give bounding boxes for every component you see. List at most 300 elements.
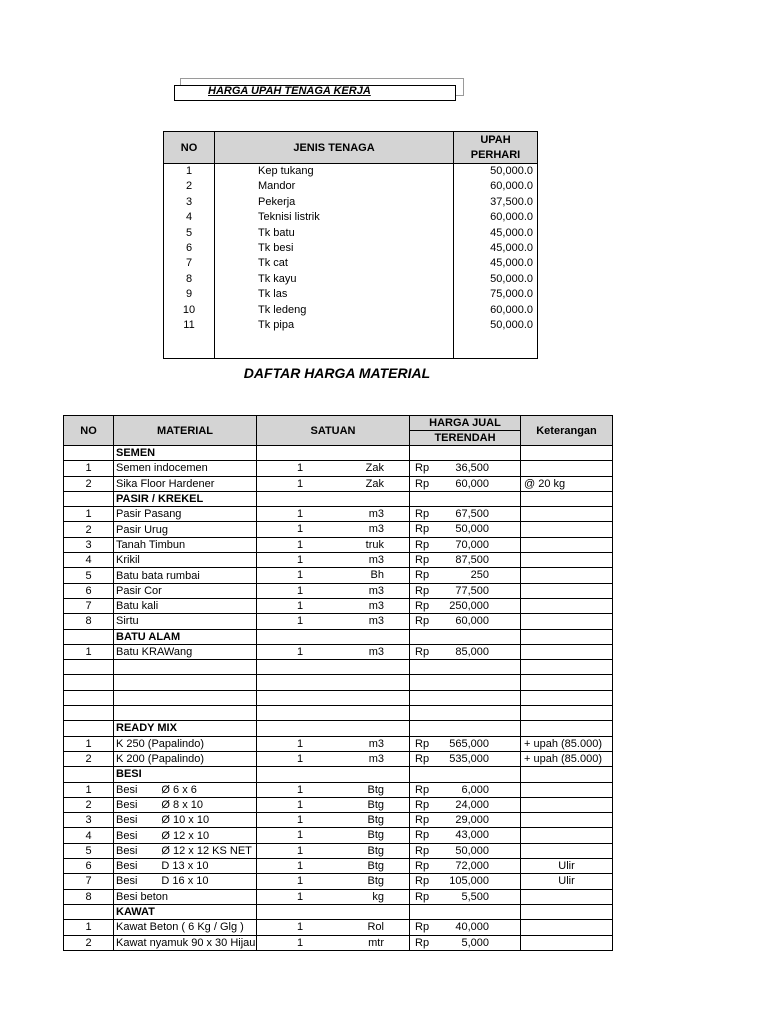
section-cell	[410, 446, 521, 461]
keterangan	[521, 920, 613, 935]
material-no: 8	[64, 614, 114, 629]
harga-value: 105,000	[449, 875, 489, 888]
material-name-cell	[114, 843, 257, 858]
harga-currency: Rp	[415, 599, 430, 612]
section-cell	[521, 721, 613, 736]
section-cell	[410, 491, 521, 506]
upah-no: 10	[164, 303, 215, 318]
material-name: Batu KRAWang	[116, 646, 193, 658]
section-no-cell	[64, 721, 114, 736]
upah-value: 45,000.0	[454, 226, 538, 241]
satuan-unit: Rol	[367, 921, 384, 934]
section-cell	[257, 629, 410, 644]
material-name-cell	[114, 920, 257, 935]
section-row	[64, 629, 613, 644]
material-row	[64, 568, 613, 583]
satuan-cell	[257, 461, 410, 476]
satuan-cell	[257, 537, 410, 552]
harga-cell	[410, 859, 521, 874]
keterangan: + upah (85.000)	[521, 751, 613, 766]
upah-value: 60,000.0	[454, 210, 538, 225]
material-name: Krikil	[116, 554, 140, 567]
material-no: 2	[64, 797, 114, 812]
upah-no: 7	[164, 256, 215, 271]
empty-row	[64, 660, 613, 675]
satuan-unit: m3	[368, 523, 384, 536]
material-name: Besi beton	[116, 890, 168, 903]
harga-value: 535,000	[449, 752, 489, 765]
material-no: 2	[64, 751, 114, 766]
satuan-qty: 1	[297, 569, 304, 582]
keterangan	[521, 461, 613, 476]
upah-row	[164, 210, 538, 225]
material-row	[64, 553, 613, 568]
satuan-qty: 1	[297, 615, 304, 628]
material-name: Kawat Beton ( 6 Kg / Glg )	[116, 921, 244, 934]
upah-row	[164, 179, 538, 194]
empty-cell	[521, 690, 613, 705]
material-row	[64, 874, 613, 889]
material-name-cell	[114, 522, 257, 537]
upah-blank-row	[164, 333, 538, 359]
harga-value: 77,500	[455, 584, 489, 597]
empty-cell	[114, 660, 257, 675]
material-row	[64, 813, 613, 828]
harga-currency: Rp	[415, 523, 430, 536]
material-no: 1	[64, 736, 114, 751]
material-name: K 250 (Papalindo)	[116, 737, 205, 750]
material-name: Sirtu	[116, 615, 139, 628]
empty-cell	[114, 690, 257, 705]
material-name-cell	[114, 537, 257, 552]
upah-value: 37,500.0	[454, 195, 538, 210]
harga-currency: Rp	[415, 615, 430, 628]
harga-value: 6,000	[461, 783, 489, 796]
upah-jenis: Tk las	[215, 287, 454, 302]
keterangan	[521, 614, 613, 629]
harga-currency: Rp	[415, 569, 430, 582]
section-cell	[257, 721, 410, 736]
keterangan	[521, 889, 613, 904]
material-name-cell	[114, 553, 257, 568]
harga-currency: Rp	[415, 921, 430, 934]
material-no: 3	[64, 537, 114, 552]
material-name: Tanah Timbun	[116, 538, 186, 551]
empty-row	[64, 675, 613, 690]
empty-cell	[410, 675, 521, 690]
material-name-cell	[114, 568, 257, 583]
harga-currency: Rp	[415, 875, 430, 888]
satuan-qty: 1	[297, 554, 304, 567]
keterangan	[521, 553, 613, 568]
upah-no: 6	[164, 241, 215, 256]
satuan-cell	[257, 644, 410, 659]
satuan-qty: 1	[297, 844, 304, 857]
harga-cell	[410, 476, 521, 491]
material-name: Pasir Pasang	[116, 508, 182, 521]
material-header-row	[64, 416, 613, 431]
harga-value: 250	[470, 569, 489, 582]
satuan-unit: Bh	[370, 569, 384, 582]
section-cell	[410, 721, 521, 736]
satuan-qty: 1	[297, 936, 304, 949]
satuan-cell	[257, 751, 410, 766]
material-name-cell	[114, 583, 257, 598]
harga-currency: Rp	[415, 477, 430, 490]
material-name-cell	[114, 507, 257, 522]
document-title-box	[174, 78, 464, 104]
material-size: Ø 6 x 6	[161, 783, 197, 796]
upah-jenis: Tk cat	[215, 256, 454, 271]
material-row	[64, 522, 613, 537]
satuan-unit: Zak	[365, 477, 384, 490]
harga-value: 24,000	[455, 798, 489, 811]
satuan-unit: m3	[368, 645, 384, 658]
harga-currency: Rp	[415, 645, 430, 658]
material-name-cell	[114, 644, 257, 659]
material-name-cell	[114, 598, 257, 613]
section-row	[64, 721, 613, 736]
upah-value: 60,000.0	[454, 303, 538, 318]
upah-header-upah	[454, 132, 538, 164]
material-name: Besi	[116, 783, 138, 796]
keterangan	[521, 782, 613, 797]
upah-header-jenis: JENIS TENAGA	[215, 132, 454, 164]
harga-currency: Rp	[415, 538, 430, 551]
harga-currency: Rp	[415, 508, 430, 521]
harga-cell	[410, 813, 521, 828]
section-no-cell	[64, 767, 114, 782]
harga-value: 5,500	[461, 890, 489, 903]
keterangan: Ulir	[521, 859, 613, 874]
empty-row	[64, 706, 613, 721]
harga-value: 50,000	[455, 844, 489, 857]
satuan-cell	[257, 843, 410, 858]
section-cell	[410, 767, 521, 782]
satuan-qty: 1	[297, 538, 304, 551]
harga-value: 60,000	[455, 477, 489, 490]
material-name: Sika Floor Hardener	[116, 477, 215, 490]
satuan-unit: mtr	[368, 936, 384, 949]
section-no-cell	[64, 629, 114, 644]
keterangan	[521, 828, 613, 843]
section-row	[64, 904, 613, 919]
harga-cell	[410, 507, 521, 522]
harga-value: 60,000	[455, 615, 489, 628]
satuan-qty: 1	[297, 523, 304, 536]
material-header-harga-line1: HARGA JUAL	[410, 416, 521, 431]
upah-jenis: Mandor	[215, 179, 454, 194]
satuan-unit: m3	[368, 508, 384, 521]
section-cell	[257, 446, 410, 461]
satuan-cell	[257, 568, 410, 583]
harga-currency: Rp	[415, 737, 430, 750]
material-row	[64, 644, 613, 659]
harga-value: 87,500	[455, 554, 489, 567]
material-name-cell	[114, 476, 257, 491]
material-no: 3	[64, 813, 114, 828]
satuan-cell	[257, 583, 410, 598]
material-name: Batu kali	[116, 600, 159, 613]
harga-cell	[410, 568, 521, 583]
material-no: 4	[64, 828, 114, 843]
section-cell	[521, 629, 613, 644]
material-row	[64, 476, 613, 491]
section-label: PASIR / KREKEL	[114, 491, 257, 506]
harga-cell	[410, 935, 521, 950]
upah-value: 75,000.0	[454, 287, 538, 302]
upah-no: 8	[164, 272, 215, 287]
harga-value: 70,000	[455, 538, 489, 551]
material-no: 1	[64, 782, 114, 797]
material-no: 8	[64, 889, 114, 904]
satuan-unit: m3	[368, 737, 384, 750]
harga-cell	[410, 522, 521, 537]
keterangan	[521, 813, 613, 828]
material-name: Semen indocemen	[116, 462, 208, 475]
material-size: Ø 8 x 10	[161, 798, 203, 811]
upah-no: 2	[164, 179, 215, 194]
material-no: 4	[64, 553, 114, 568]
satuan-cell	[257, 859, 410, 874]
material-name: Besi	[116, 844, 138, 857]
material-size: Ø 10 x 10	[161, 814, 210, 827]
material-no: 6	[64, 859, 114, 874]
material-size: D 13 x 10	[161, 860, 209, 873]
harga-cell	[410, 920, 521, 935]
upah-no: 11	[164, 318, 215, 333]
upah-table	[163, 131, 538, 359]
harga-cell	[410, 598, 521, 613]
harga-cell	[410, 843, 521, 858]
keterangan	[521, 935, 613, 950]
material-row	[64, 859, 613, 874]
harga-cell	[410, 828, 521, 843]
material-row	[64, 736, 613, 751]
harga-value: 250,000	[449, 599, 489, 612]
harga-value: 85,000	[455, 645, 489, 658]
empty-cell	[114, 675, 257, 690]
material-row	[64, 614, 613, 629]
harga-value: 29,000	[455, 814, 489, 827]
material-row	[64, 598, 613, 613]
satuan-unit: Btg	[367, 798, 384, 811]
keterangan	[521, 583, 613, 598]
material-name-cell	[114, 813, 257, 828]
harga-currency: Rp	[415, 752, 430, 765]
title-frame	[174, 85, 456, 101]
upah-blank-cell	[164, 333, 215, 359]
material-size: Ø 12 x 10	[161, 829, 210, 842]
material-name: Besi	[116, 829, 138, 842]
material-name: K 200 (Papalindo)	[116, 753, 205, 766]
material-row	[64, 507, 613, 522]
satuan-cell	[257, 476, 410, 491]
upah-value: 60,000.0	[454, 179, 538, 194]
material-name: Pasir Cor	[116, 584, 162, 597]
section-cell	[257, 491, 410, 506]
harga-value: 67,500	[455, 508, 489, 521]
section-cell	[257, 904, 410, 919]
material-no: 1	[64, 920, 114, 935]
material-size: Ø 12 x 12 KS NET	[161, 844, 252, 857]
material-row	[64, 935, 613, 950]
satuan-qty: 1	[297, 875, 304, 888]
harga-cell	[410, 537, 521, 552]
empty-cell	[64, 675, 114, 690]
section-label: KAWAT	[114, 904, 257, 919]
satuan-qty: 1	[297, 814, 304, 827]
keterangan	[521, 644, 613, 659]
upah-header-no: NO	[164, 132, 215, 164]
section-cell	[410, 629, 521, 644]
harga-cell	[410, 461, 521, 476]
section-cell	[521, 767, 613, 782]
section-row	[64, 767, 613, 782]
material-row	[64, 537, 613, 552]
satuan-unit: m3	[368, 584, 384, 597]
harga-currency: Rp	[415, 798, 430, 811]
satuan-cell	[257, 598, 410, 613]
material-no: 2	[64, 935, 114, 950]
satuan-qty: 1	[297, 584, 304, 597]
upah-row	[164, 195, 538, 210]
material-name-cell	[114, 935, 257, 950]
material-header-material: MATERIAL	[114, 416, 257, 446]
satuan-unit: m3	[368, 615, 384, 628]
satuan-unit: Btg	[367, 783, 384, 796]
upah-jenis: Tk batu	[215, 226, 454, 241]
satuan-unit: m3	[368, 752, 384, 765]
material-table	[63, 415, 613, 951]
material-name-cell	[114, 461, 257, 476]
material-name: Pasir Urug	[116, 523, 168, 536]
satuan-qty: 1	[297, 737, 304, 750]
satuan-cell	[257, 920, 410, 935]
material-name-cell	[114, 751, 257, 766]
upah-row	[164, 303, 538, 318]
satuan-cell	[257, 935, 410, 950]
upah-jenis: Pekerja	[215, 195, 454, 210]
satuan-unit: m3	[368, 599, 384, 612]
section-row	[64, 446, 613, 461]
satuan-unit: Zak	[365, 462, 384, 475]
material-name: Besi	[116, 798, 138, 811]
satuan-unit: kg	[372, 890, 384, 903]
harga-value: 72,000	[455, 860, 489, 873]
keterangan	[521, 522, 613, 537]
empty-cell	[257, 660, 410, 675]
section-no-cell	[64, 446, 114, 461]
upah-jenis: Tk kayu	[215, 272, 454, 287]
harga-value: 565,000	[449, 737, 489, 750]
keterangan: Ulir	[521, 874, 613, 889]
material-no: 2	[64, 522, 114, 537]
empty-cell	[64, 690, 114, 705]
harga-value: 5,000	[461, 936, 489, 949]
harga-currency: Rp	[415, 860, 430, 873]
harga-cell	[410, 874, 521, 889]
harga-currency: Rp	[415, 462, 430, 475]
harga-value: 40,000	[455, 921, 489, 934]
upah-header-upah-line1: UPAH	[480, 133, 511, 146]
section-no-cell	[64, 491, 114, 506]
material-row	[64, 920, 613, 935]
material-row	[64, 797, 613, 812]
keterangan: @ 20 kg	[521, 476, 613, 491]
empty-cell	[410, 706, 521, 721]
satuan-qty: 1	[297, 783, 304, 796]
satuan-qty: 1	[297, 798, 304, 811]
upah-row	[164, 287, 538, 302]
section-cell	[521, 491, 613, 506]
material-header-no: NO	[64, 416, 114, 446]
material-name-cell	[114, 874, 257, 889]
keterangan	[521, 797, 613, 812]
material-name-cell	[114, 782, 257, 797]
upah-no: 1	[164, 164, 215, 180]
keterangan	[521, 843, 613, 858]
harga-cell	[410, 553, 521, 568]
material-no: 6	[64, 583, 114, 598]
material-name-cell	[114, 797, 257, 812]
empty-cell	[257, 690, 410, 705]
material-row	[64, 782, 613, 797]
section-label: BESI	[114, 767, 257, 782]
upah-row	[164, 241, 538, 256]
empty-cell	[521, 675, 613, 690]
empty-cell	[114, 706, 257, 721]
material-name: Kawat nyamuk 90 x 30 Hijau	[116, 936, 256, 949]
upah-no: 4	[164, 210, 215, 225]
section-cell	[410, 904, 521, 919]
keterangan	[521, 537, 613, 552]
satuan-cell	[257, 507, 410, 522]
section-cell	[521, 904, 613, 919]
material-name-cell	[114, 859, 257, 874]
material-no: 1	[64, 461, 114, 476]
empty-cell	[521, 706, 613, 721]
upah-row	[164, 164, 538, 180]
document-title: HARGA UPAH TENAGA KERJA	[208, 85, 371, 97]
harga-currency: Rp	[415, 890, 430, 903]
harga-value: 36,500	[455, 462, 489, 475]
harga-currency: Rp	[415, 829, 430, 842]
empty-cell	[410, 660, 521, 675]
satuan-cell	[257, 614, 410, 629]
empty-cell	[64, 660, 114, 675]
upah-blank-cell	[215, 333, 454, 359]
harga-value: 43,000	[455, 829, 489, 842]
satuan-unit: m3	[368, 554, 384, 567]
section-row	[64, 491, 613, 506]
upah-row	[164, 272, 538, 287]
harga-cell	[410, 782, 521, 797]
material-header-satuan: SATUAN	[257, 416, 410, 446]
material-row	[64, 889, 613, 904]
section-cell	[257, 767, 410, 782]
upah-value: 50,000.0	[454, 164, 538, 180]
keterangan	[521, 507, 613, 522]
empty-cell	[521, 660, 613, 675]
section-cell	[521, 446, 613, 461]
harga-cell	[410, 751, 521, 766]
material-row	[64, 843, 613, 858]
harga-currency: Rp	[415, 554, 430, 567]
material-name: Besi	[116, 814, 138, 827]
material-no: 2	[64, 476, 114, 491]
material-no: 7	[64, 598, 114, 613]
